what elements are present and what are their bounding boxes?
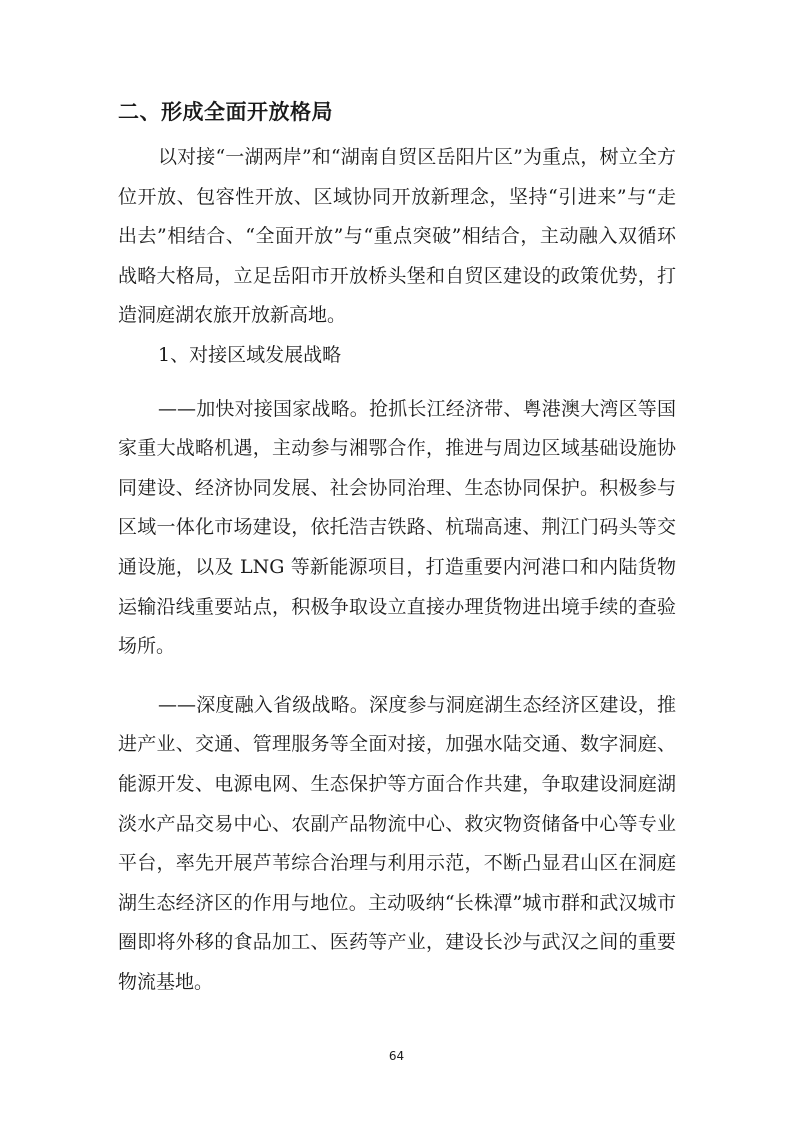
subsection-heading: 1、对接区域发展战略 bbox=[158, 343, 342, 366]
page-number: 64 bbox=[388, 1049, 405, 1063]
section-heading: 二、形成全面开放格局 bbox=[118, 100, 333, 124]
paragraph-provincial-strategy: ——深度融入省级战略。深度参与洞庭湖生态经济区建设，推进产业、交通、管理服务等全面对接，加强水陆交通、数字洞庭、能源开发、电源电网、生态保护等方面合作共建，争取建设洞庭湖淡水产品交易中心、农副产品物流中心、救灾物资储备中心等专业平台，率先开展芦苇综合治理与利用示范，不断凸显君山区在洞庭湖生态经济区的作用与地位。主动吸纳“长株潭”城市群和武汉城市圈即将外移的食品加工、医药等产业，建设长沙与武汉之间的重要物流基地。 bbox=[118, 693, 676, 993]
intro-paragraph: 以对接“一湖两岸”和“湖南自贸区岳阳片区”为重点，树立全方位开放、包容性开放、区域协同开放新理念，坚持“引进来”与“走出去”相结合、“全面开放”与“重点突破”相结合，主动融入双循环战略大格局，立足岳阳市开放桥头堡和自贸区建设的政策优势，打造洞庭湖农旅开放新高地。 bbox=[118, 146, 676, 327]
paragraph-national-strategy: ——加快对接国家战略。抢抓长江经济带、粤港澳大湾区等国家重大战略机遇，主动参与湘鄂合作，推进与周边区域基础设施协同建设、经济协同发展、社会协同治理、生态协同保护。积极参与区域一体化市场建设，依托浩吉铁路、杭瑞高速、荆江门码头等交通设施，以及 LNG 等新能源项目，打造重要内河港口和内陆货物运输沿线重要站点，积极争取设立直接办理货物进出境手续的查验场所。 bbox=[118, 397, 676, 658]
document-body bbox=[118, 138, 676, 1002]
